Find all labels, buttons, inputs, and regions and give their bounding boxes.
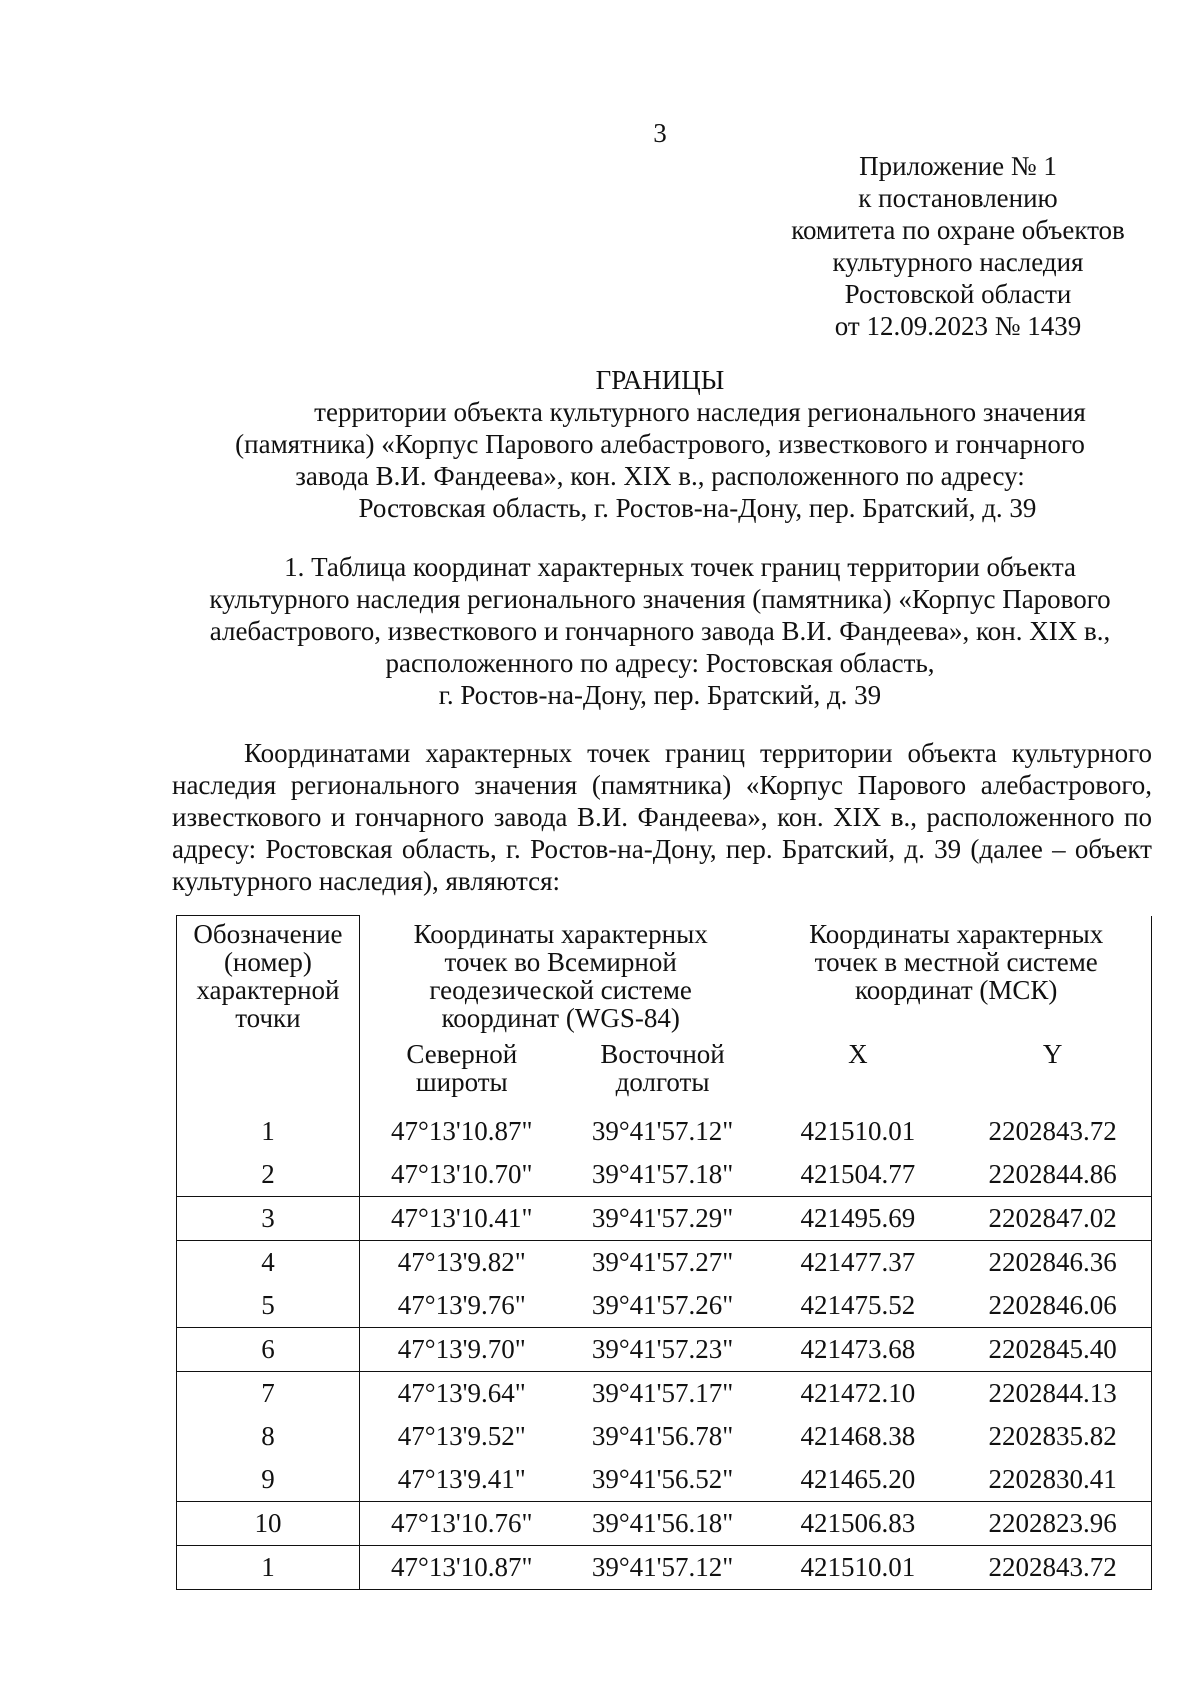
cell-y: 2202845.40 bbox=[954, 1327, 1151, 1371]
section-title-line: г. Ростов-на-Дону, пер. Братский, д. 39 bbox=[438, 680, 882, 710]
cell-x: 421475.52 bbox=[800, 1289, 916, 1320]
cell-y: 2202843.72 bbox=[954, 1545, 1151, 1589]
cell-x: 421510.01 bbox=[761, 1545, 954, 1589]
cell-point: 3 bbox=[177, 1196, 360, 1240]
header-point bbox=[177, 916, 360, 1110]
cell-lon: 39°41'56.52" bbox=[591, 1463, 734, 1494]
subheader-x: X bbox=[848, 1038, 868, 1069]
header-msk bbox=[761, 916, 1151, 1032]
table-row bbox=[177, 1196, 1152, 1240]
cell-y: 2202846.36 bbox=[954, 1240, 1151, 1284]
table-row bbox=[177, 1327, 1152, 1371]
subtitle-line: завода В.И. Фандеева», кон. XIX в., расположенного по адресу: bbox=[295, 461, 1025, 491]
cell-point: 8 bbox=[177, 1415, 360, 1458]
table-row bbox=[177, 1240, 1152, 1284]
cell-y: 2202844.86 bbox=[954, 1153, 1151, 1197]
cell-lat: 47°13'9.82" bbox=[359, 1240, 563, 1284]
cell-point: 10 bbox=[177, 1501, 360, 1545]
subtitle-line: Ростовская область, г. Ростов-на-Дону, пер. Братский, д. 39 bbox=[358, 493, 1037, 523]
cell-lon: 39°41'56.18" bbox=[564, 1501, 762, 1545]
cell-lon: 39°41'57.26" bbox=[591, 1289, 734, 1320]
intro-paragraph bbox=[172, 737, 1152, 897]
subheader-line: Северной bbox=[406, 1038, 518, 1069]
appendix-line: культурного наследия bbox=[832, 247, 1084, 277]
cell-point: 1 bbox=[177, 1545, 360, 1589]
cell-lat: 47°13'10.76" bbox=[359, 1501, 563, 1545]
table-row bbox=[177, 1415, 1152, 1458]
intro-text: Координатами характерных точек границ территории объекта культурного наследия регионального значения (памятника) «Корпус Парового алебастрового, известкового и гончарного завода В.И. Фандеева», кон. XIX в., расположенного по адресу: Ростовская область, г. Ростов-на-Дону, пер. Братский, д. 39 (далее – объект культурного наследия), являются: bbox=[172, 738, 1152, 896]
cell-y: 2202844.13 bbox=[954, 1371, 1151, 1415]
header-msk-line: точек в местной системе bbox=[814, 946, 1098, 977]
header-msk-line: Координаты характерных bbox=[809, 918, 1104, 949]
header-point-line: точки bbox=[235, 1003, 301, 1033]
cell-x: 421504.77 bbox=[800, 1158, 916, 1189]
appendix-block bbox=[748, 150, 1168, 342]
header-wgs-line: координат (WGS-84) bbox=[441, 1002, 680, 1033]
cell-lon: 39°41'57.17" bbox=[564, 1371, 762, 1415]
header-wgs bbox=[359, 916, 761, 1032]
cell-y: 2202830.41 bbox=[954, 1458, 1151, 1502]
section-title-line: культурного наследия регионального значения (памятника) «Корпус Парового bbox=[209, 584, 1111, 614]
appendix-line: Приложение № 1 bbox=[859, 151, 1057, 181]
section-title-line: алебастрового, известкового и гончарного завода В.И. Фандеева», кон. XIX в., bbox=[209, 616, 1111, 646]
cell-lat: 47°13'9.41" bbox=[397, 1463, 526, 1494]
subheader-line: широты bbox=[415, 1066, 508, 1097]
table-row bbox=[177, 1545, 1152, 1589]
document-subtitle bbox=[150, 396, 1170, 524]
cell-lat: 47°13'9.70" bbox=[359, 1327, 563, 1371]
cell-lon: 39°41'56.78" bbox=[591, 1420, 734, 1451]
cell-lat: 47°13'9.76" bbox=[397, 1289, 526, 1320]
cell-y: 2202846.06 bbox=[954, 1284, 1151, 1328]
appendix-line: от 12.09.2023 № 1439 bbox=[834, 311, 1082, 341]
cell-point: 9 bbox=[177, 1458, 360, 1502]
table-row bbox=[177, 1371, 1152, 1415]
header-wgs-line: Координаты характерных bbox=[413, 918, 708, 949]
appendix-line: Ростовской области bbox=[844, 279, 1072, 309]
header-point-line: Обозначение bbox=[193, 919, 343, 949]
cell-point: 5 bbox=[177, 1284, 360, 1328]
coordinates-table bbox=[176, 915, 1152, 1590]
cell-lon: 39°41'57.12" bbox=[591, 1115, 734, 1146]
cell-y: 2202823.96 bbox=[954, 1501, 1151, 1545]
subtitle-line: (памятника) «Корпус Парового алебастрового, известкового и гончарного bbox=[235, 429, 1085, 459]
cell-lat: 47°13'10.87" bbox=[391, 1115, 533, 1146]
header-wgs-line: геодезической системе bbox=[429, 974, 692, 1005]
subheader-north bbox=[359, 1032, 563, 1110]
subheader-east bbox=[564, 1032, 762, 1110]
subheader-y: Y bbox=[954, 1032, 1151, 1110]
cell-lon: 39°41'57.23" bbox=[564, 1327, 762, 1371]
appendix-line: к постановлению bbox=[858, 183, 1058, 213]
cell-x: 421477.37 bbox=[761, 1240, 954, 1284]
cell-x: 421506.83 bbox=[761, 1501, 954, 1545]
table-header-row bbox=[177, 916, 1152, 1032]
appendix-line: комитета по охране объектов bbox=[791, 215, 1125, 245]
table-row bbox=[177, 1501, 1152, 1545]
cell-y: 2202843.72 bbox=[954, 1110, 1151, 1153]
header-point-line: характерной bbox=[196, 975, 340, 1005]
cell-lon: 39°41'57.29" bbox=[564, 1196, 762, 1240]
page-number: 3 bbox=[653, 118, 667, 148]
header-wgs-line: точек во Всемирной bbox=[444, 946, 677, 977]
table-row bbox=[177, 1284, 1152, 1328]
cell-y: 2202835.82 bbox=[954, 1415, 1151, 1458]
cell-lon: 39°41'57.18" bbox=[591, 1158, 734, 1189]
subtitle-line: территории объекта культурного наследия регионального значения bbox=[314, 397, 1086, 427]
cell-x: 421495.69 bbox=[761, 1196, 954, 1240]
cell-x: 421510.01 bbox=[800, 1115, 916, 1146]
cell-lat: 47°13'9.64" bbox=[359, 1371, 563, 1415]
cell-x: 421468.38 bbox=[800, 1420, 916, 1451]
cell-lat: 47°13'10.87" bbox=[359, 1545, 563, 1589]
header-point-line: (номер) bbox=[223, 947, 312, 977]
cell-lon: 39°41'57.27" bbox=[564, 1240, 762, 1284]
subheader-line: долготы bbox=[615, 1066, 710, 1097]
cell-lat: 47°13'9.52" bbox=[397, 1420, 526, 1451]
cell-lat: 47°13'10.70" bbox=[391, 1158, 533, 1189]
cell-x: 421465.20 bbox=[800, 1463, 916, 1494]
cell-point: 6 bbox=[177, 1327, 360, 1371]
cell-point: 2 bbox=[177, 1153, 360, 1197]
table-row bbox=[177, 1110, 1152, 1153]
cell-point: 7 bbox=[177, 1371, 360, 1415]
document-heading: ГРАНИЦЫ bbox=[595, 365, 725, 395]
section-title-line: расположенного по адресу: Ростовская область, bbox=[385, 648, 935, 678]
cell-x: 421473.68 bbox=[761, 1327, 954, 1371]
section-title-line: 1. Таблица координат характерных точек границ территории объекта bbox=[284, 552, 1076, 582]
header-msk-line: координат (МСК) bbox=[855, 974, 1058, 1005]
cell-y: 2202847.02 bbox=[954, 1196, 1151, 1240]
section-title bbox=[150, 551, 1170, 711]
cell-lon: 39°41'57.12" bbox=[564, 1545, 762, 1589]
cell-point: 4 bbox=[177, 1240, 360, 1284]
cell-point: 1 bbox=[177, 1110, 360, 1153]
subheader-line: Восточной bbox=[600, 1038, 725, 1069]
cell-x: 421472.10 bbox=[761, 1371, 954, 1415]
table-row bbox=[177, 1153, 1152, 1197]
table-row bbox=[177, 1458, 1152, 1502]
cell-lat: 47°13'10.41" bbox=[359, 1196, 563, 1240]
